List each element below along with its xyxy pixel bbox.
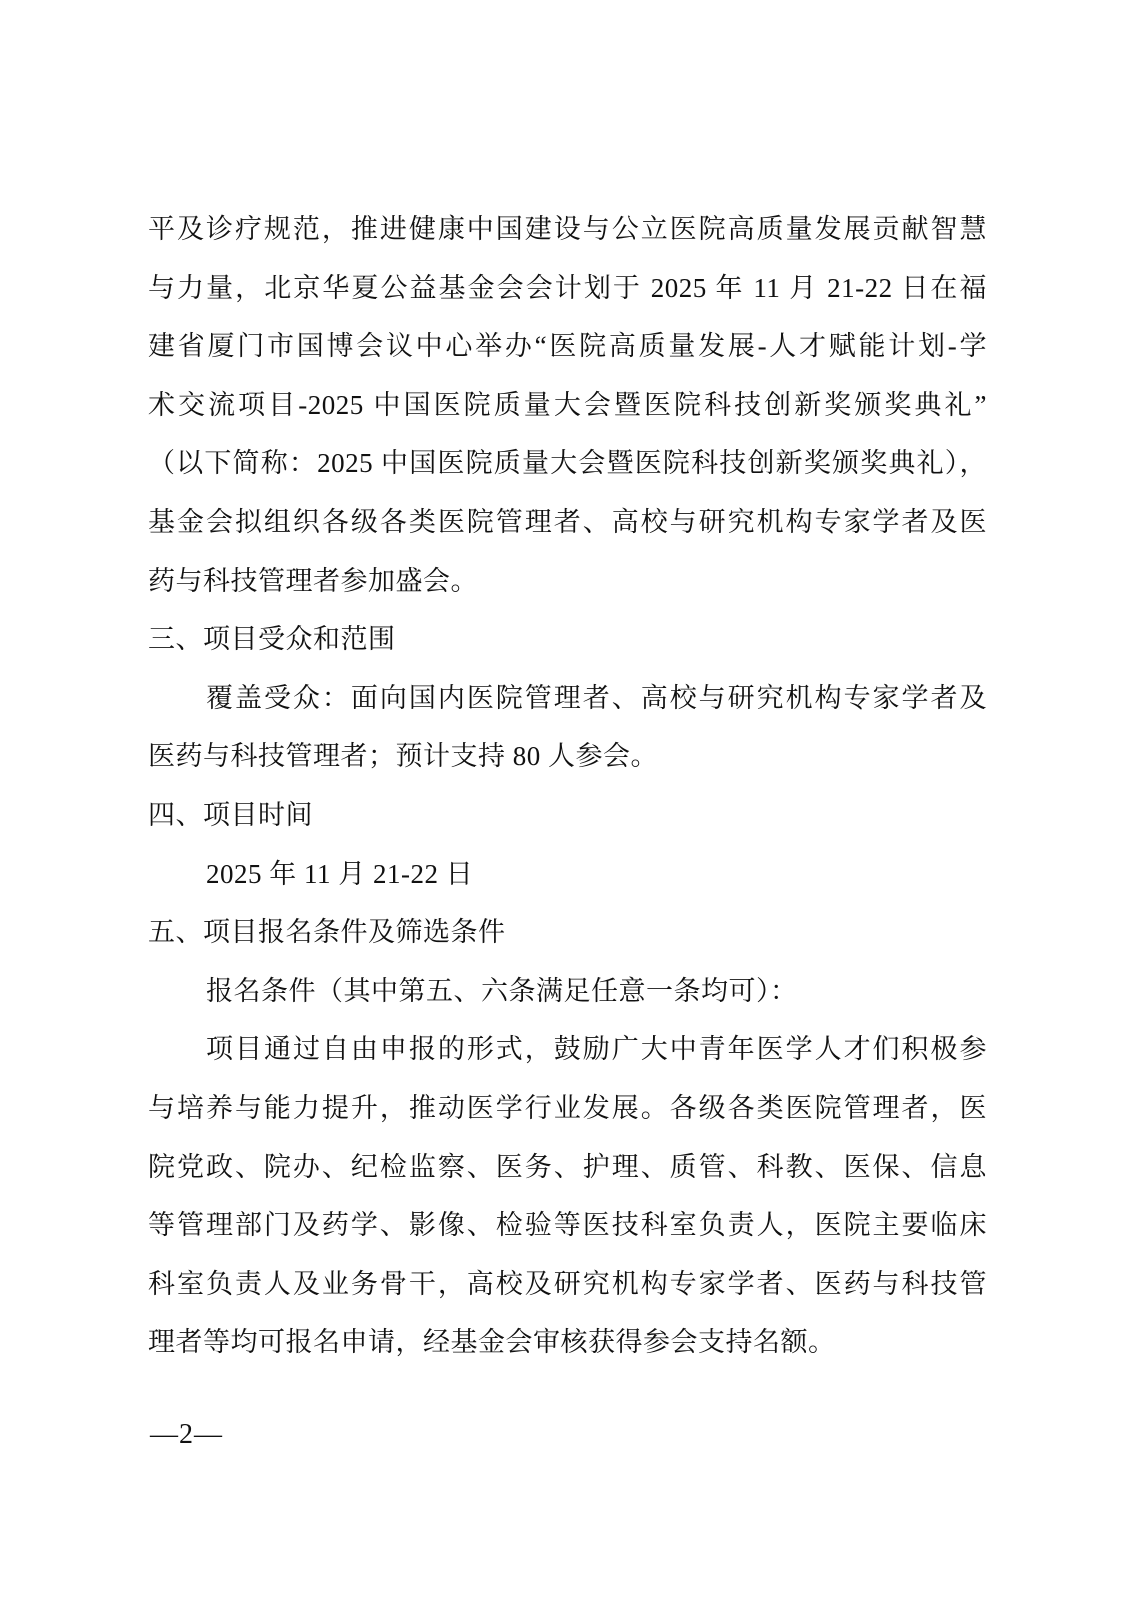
- text-line: 覆盖受众：面向国内医院管理者、高校与研究机构专家学者及: [206, 682, 987, 713]
- section-heading: 四、项目时间: [148, 799, 313, 830]
- text-line: 科室负责人及业务骨干，高校及研究机构专家学者、医药与科技管: [148, 1268, 987, 1299]
- text-line: 2025 年 11 月 21-22 日: [206, 858, 474, 889]
- text-line: 基金会拟组织各级各类医院管理者、高校与研究机构专家学者及医: [148, 506, 987, 537]
- text-line: （以下简称：2025 中国医院质量大会暨医院科技创新奖颁奖典礼），: [148, 448, 987, 479]
- text-line: 医药与科技管理者；预计支持 80 人参会。: [148, 741, 658, 772]
- text-line: 术交流项目-2025 中国医院质量大会暨医院科技创新奖颁奖典礼”: [148, 389, 987, 420]
- page-number: —2—: [150, 1419, 223, 1450]
- text-line: 与力量，北京华夏公益基金会会计划于 2025 年 11 月 21-22 日在福: [148, 272, 987, 303]
- text-line: 建省厦门市国博会议中心举办“医院高质量发展-人才赋能计划-学: [148, 331, 987, 362]
- text-line: 项目通过自由申报的形式，鼓励广大中青年医学人才们积极参: [206, 1034, 987, 1065]
- text-line: 报名条件（其中第五、六条满足任意一条均可）：: [206, 975, 798, 1006]
- text-line: 平及诊疗规范，推进健康中国建设与公立医院高质量发展贡献智慧: [148, 214, 987, 244]
- text-line: 理者等均可报名申请，经基金会审核获得参会支持名额。: [148, 1327, 836, 1358]
- section-heading: 五、项目报名条件及筛选条件: [148, 917, 506, 948]
- text-line: 等管理部门及药学、影像、检验等医技科室负责人，医院主要临床: [148, 1210, 987, 1241]
- text-line: 院党政、院办、纪检监察、医务、护理、质管、科教、医保、信息: [148, 1151, 987, 1182]
- text-line: 与培养与能力提升，推动医学行业发展。各级各类医院管理者，医: [148, 1092, 987, 1123]
- text-line: 药与科技管理者参加盛会。: [148, 565, 478, 596]
- document-body: [148, 200, 987, 1372]
- section-heading: 三、项目受众和范围: [148, 624, 396, 655]
